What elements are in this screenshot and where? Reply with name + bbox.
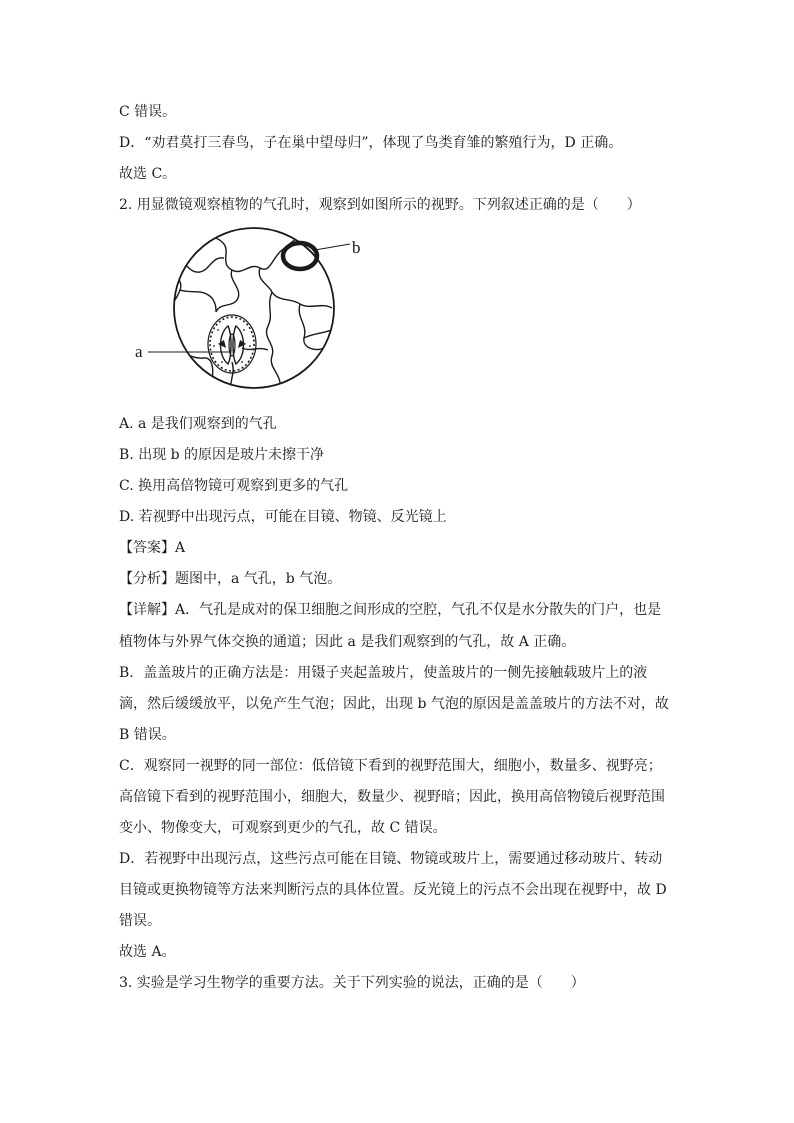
option-c: C. 换用高倍物镜可观察到更多的气孔: [119, 478, 349, 494]
option-d: D. 若视野中出现污点，可能在目镜、物镜、反光镜上: [119, 509, 447, 525]
figure-label-a: a: [135, 342, 143, 361]
question-3-stem: 3. 实验是学习生物学的重要方法。关于下列实验的说法，正确的是（ ）: [119, 975, 585, 991]
option-b: B. 出现 b 的原因是玻片未擦干净: [119, 447, 325, 463]
conclusion-line: 故选 A。: [119, 944, 176, 960]
explanation-line: 【详解】A．气孔是成对的保卫细胞之间形成的空腔，气孔不仅是水分散失的门户，也是: [119, 602, 662, 618]
field-of-view-circle: [174, 228, 334, 388]
answer-line: 【答案】A: [119, 540, 186, 556]
explanation-line: D．若视野中出现污点，这些污点可能在目镜、物镜或玻片上，需要通过移动玻片、转动: [119, 851, 663, 867]
question-2-stem: 2. 用显微镜观察植物的气孔时，观察到如图所示的视野。下列叙述正确的是（ ）: [119, 197, 641, 213]
line-1: C 错误。: [119, 104, 177, 120]
explanation-line: 滴，然后缓缓放平，以免产生气泡；因此，出现 b 气泡的原因是盖盖玻片的方法不对，故: [119, 696, 669, 712]
cell-wall: [304, 326, 338, 338]
figure-label-b: b: [352, 238, 361, 257]
cell-wall: [216, 270, 239, 312]
line-2: D．“劝君莫打三春鸟，子在巢中望母归”，体现了鸟类育雏的繁殖行为，D 正确。: [119, 135, 623, 151]
option-a: A. a 是我们观察到的气孔: [119, 416, 277, 432]
cell-wall: [299, 304, 342, 350]
air-bubble: [283, 243, 317, 269]
cell-wall: [231, 362, 233, 392]
cell-wall: [266, 292, 280, 388]
stomata-diagram: [132, 222, 382, 394]
explanation-line: C．观察同一视野的同一部位：低倍镜下看到的视野范围大，细胞小，数量多、视野亮；: [119, 758, 662, 774]
microscope-field-figure: [132, 222, 382, 394]
analysis-line: 【分析】题图中，a 气孔，b 气泡。: [119, 571, 342, 587]
cell-wall: [192, 234, 260, 272]
explanation-line: 植物体与外界气体交换的通道；因此 a 是我们观察到的气孔，故 A 正确。: [119, 634, 576, 650]
explanation-line: B．盖盖玻片的正确方法是：用镊子夹起盖玻片，使盖玻片的一侧先接触载玻片上的液: [119, 665, 648, 681]
explanation-line: B 错误。: [119, 727, 176, 743]
cell-wall: [168, 346, 222, 394]
cell-wall: [180, 290, 216, 312]
leader-line-b: [315, 244, 350, 250]
cell-wall: [174, 258, 224, 272]
explanation-line: 错误。: [119, 913, 161, 929]
line-3: 故选 C。: [119, 166, 177, 182]
explanation-line: 变小、物像变大，可观察到更少的气孔，故 C 错误。: [119, 820, 447, 836]
explanation-line: 目镜或更换物镜等方法来判断污点的具体位置。反光镜上的污点不会出现在视野中，故 D: [119, 882, 667, 898]
explanation-line: 高倍镜下看到的视野范围小，细胞大，数量少、视野暗；因此，换用高倍物镜后视野范围: [119, 789, 665, 805]
